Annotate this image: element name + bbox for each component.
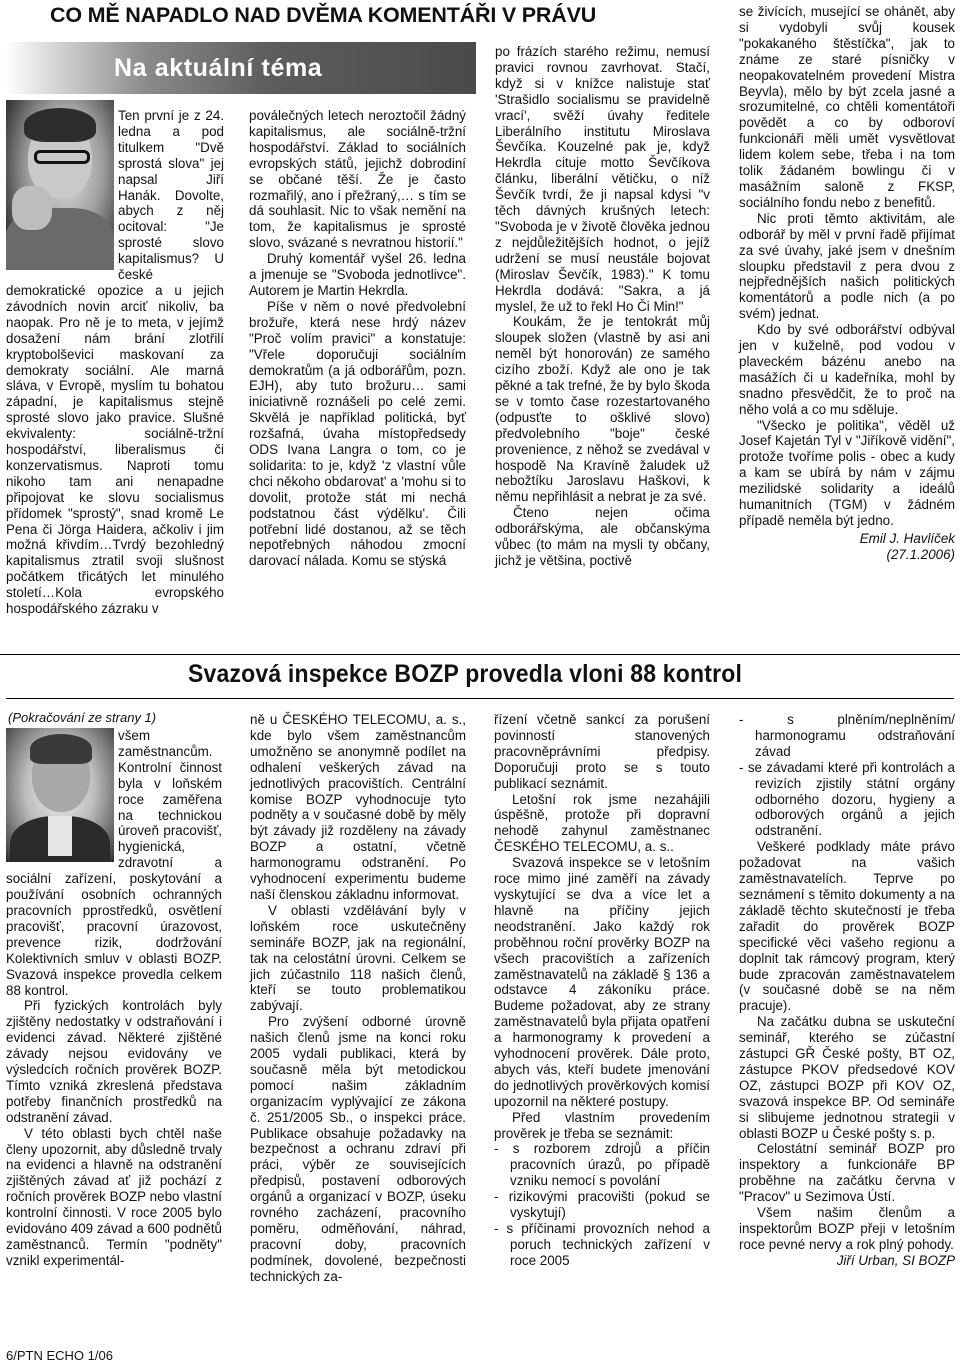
paragraph: Nic proti těmto aktivitám, ale odborář by měl v první řadě přijímat za své úvahy, jaké jsem v dnešním sloupku představil z pera dvou z nejpřednějších našich politických komentátorů a podle nich (a po svém) jednat.: [739, 210, 955, 322]
paragraph: Píše v něm o nové předvolební brožuře, která nese hrdý název "Proč volím pravici" a konstatuje: "Vřele doporučuji sociálním demokratům (a já odborářům, pozn. EJH), aby tuto brožuru… sami iniciativně roznášeli po celé zemi. Skvělá je například politická, byť rozšafná, úvaha místopředsedy ODS Ivana Langra o tom, co je solidarita: to je, když 'z vlastní vůle chci někoho obdarovat' a 'mohu si to dovolit, protože stát mi nechá podstatnou část výdělku'. Čili potřební lidé dostanou, až se těch nepotřebných náhodou zmocní darovací nálada. Komu se stýská: [249, 298, 466, 569]
paragraph: Letošní rok jsme nezahájili úspěšně, protože při dopravní nehodě zahynul zaměstnanec ČESKÉHO TELECOMU, a. s..: [494, 791, 710, 855]
list-item: - rizikovými pracovišti (pokud se vyskytují): [494, 1189, 710, 1221]
section-banner-label: Na aktuální téma: [114, 54, 323, 82]
article2-column-2: [250, 712, 466, 1285]
paragraph: poválečných letech neroztočil žádný kapitalismus, ale sociálně-tržní hospodářství. Základ to sociálních evropských států, jejichž dobrodiní se občané těší. Že je často rozmařilý, ano i přežraný,… s tím se dá souhlasit. Nic to však nemění na tom, že kapitalismus je sprosté slovo, svázané s nevratnou historií.": [249, 108, 466, 251]
paragraph: V oblasti vzdělávání byly v loňském roce uskutečněny semináře BOZP, jak na regionální, tak na celostátní úrovni. Celkem se jich zúčastnilo 118 našich členů, kteří se touto problematikou zabývají.: [250, 902, 466, 1014]
list-item: - s příčinami provozních nehod a poruch technických zařízení v roce 2005: [494, 1221, 710, 1268]
paragraph: Všem našim členům a inspektorům BOZP přeji v letošním roce pevné nervy a rok plný pohody.: [739, 1205, 955, 1252]
paragraph: ně u ČESKÉHO TELECOMU, a. s., kde bylo všem zaměstnancům umožněno se anonymně podílet na odhalení veškerých závad na jednotlivých pracovištích. Centrální komise BOZP vyhodnocuje tyto podněty a v současné době by měly být závady již rozděleny na závady BOZP a ostatní, včetně harmonogramu odstranění. Po vyhodnocení experimentu budeme naší členskou základnu informovat.: [250, 712, 466, 902]
divider: [0, 654, 960, 655]
paragraph: Druhý komentář vyšel 26. ledna a jmenuje se "Svoboda jednotlivce". Autorem je Martin Hekrdla.: [249, 251, 466, 298]
paragraph: Veškeré podklady máte právo požadovat na vašich zaměstnavatelích. Teprve po seznámení s těmito dokumenty a na základě těchto skutečností je třeba zařadit do prověrek BOZP specifické věci vašeho regionu a doplnit tak rámcový program, který bude zpracován zaměstnavatelem (v současné době se na něm pracuje).: [739, 839, 955, 1014]
article2-column-3: [494, 712, 710, 1269]
checklist: [494, 1141, 710, 1268]
paragraph: Čteno nejen očima odborářskýma, ale občanskýma vůbec (to mám na mysli ty občany, jichž je většina, poctivě: [495, 505, 710, 568]
paragraph: Na začátku dubna se uskuteční seminář, kterého se zúčastní zástupci GŘ České pošty, BT OZ, zástupce PKOV předsedové KOV OZ, zástupci BOZP při KOV OZ, svazová inspekce BP. Od semináře si slibujeme jednotnou strategii v oblasti BOZP u České pošty s. p.: [739, 1014, 955, 1141]
article1-column-2: [249, 108, 466, 569]
page-footer: 6/PTN ECHO 1/06: [6, 1348, 113, 1363]
continuation-note: (Pokračování ze strany 1): [8, 710, 157, 725]
author-signature: Jiří Urban, SI BOZP: [836, 1252, 955, 1268]
article1-column-3: [495, 44, 710, 569]
page-title: CO MĚ NAPADLO NAD DVĚMA KOMENTÁŘI V PRÁVU: [50, 3, 597, 27]
paragraph: řízení včetně sankcí za porušení povinností stanovených pracovněprávními předpisy. Doporučuji proto se s touto publikací seznámit.: [494, 712, 710, 791]
paragraph: Ten první je z 24. ledna a pod titulkem "Dvě sprostá slova" jej napsal Jiří Hanák. Dovolte, abych z něj ocitoval: "Je sprosté slovo kapitalismus? U české demokratické opozice a u jejich závodních novin arciť nikoliv, ba naopak. Pro ně je to meta, v jejímž dosažení nám brání zlotřilí kryptobolševici maskovaní za demokraty sociální. Ale marná sláva, v Evropě, myslím tu bohatou západní, je kapitalismus stejně sprosté slovo jako pravice. Slušné ekvivalenty: sociálně-tržní hospodářství, liberalismus či konzervatismus. Naproti tomu nikoho tam ani nenapadne připojovat ke slovu socialismus přídomek "sprostý", snad kromě Le Pena či Jörga Haidera, ačkoliv i jim možná křivdím…Tvrdý bezohledný kapitalismus ztratil svoji slušnost počátkem třicátých let minulého století…Kola evropského hospodářského zázraku v: [6, 108, 224, 617]
paragraph: Koukám, že je tentokrát můj sloupek složen (vlastně by asi ani neměl být honorován) ze samého cizího zboží. Když ale ono je tak pěkné a tak trefné, že by bylo škoda se v tomto čase rozestartovaného (odpusťte to ošklivé slovo) předvolebního "boje" české provenience, z něhož se zvedával v hospodě Na Kravíně žaludek už nebožtíku Jaroslavu Haškovi, k němu nepřihlásit a nebrat je za své.: [495, 314, 710, 505]
list-item: - s rozborem zdrojů a příčin pracovních úrazů, po případě vzniku nemocí s povolání: [494, 1141, 710, 1189]
paragraph: Svazová inspekce se v letošním roce mimo jiné zaměří na závady vyskytující se dva a více let a hlavně na příčiny jejich neodstranění. Jako každý rok proběhnou roční prověrky BOZP na všech pracovištích a zařízeních zaměstnavatelů na základě § 136 a odstavce 4 zákoníku práce. Budeme požadovat, aby ze strany zaměstnavatelů byla přijata opatření a harmonogramy k provedení a vyhodnocení prověrek. Dále proto, abych vás, kteří budete jmenování do jednotlivých prověrkových komisí upozornil na některé postupy.: [494, 855, 710, 1109]
article2-column-1: [6, 728, 222, 1269]
paragraph: Kdo by své odborářství odbýval jen v kuželně, pod vodou v plaveckém bázénu anebo na masážích či u kadeřníka, mohl by snadno přesvědčit, že to proč na něho volá a co mu sděluje.: [739, 322, 955, 417]
paragraph: Pro zvýšení odborné úrovně našich členů jsme na konci roku 2005 vydali publikaci, která by současně měla být metodickou pomocí našim základním organizacím vyplývající ze zákona č. 251/2005 Sb., o inspekci práce. Publikace obsahuje požadavky na bezpečnost a ochranu zdraví při práci, výběr ze souvisejících předpisů, postavení odborových orgánů a organizací v BOZP, úseku rovného zacházení, pracovního poměru, odměňování, náhrad, pracovní doby, pracovních podmínek, dovolené, bezpečnosti technických za-: [250, 1014, 466, 1284]
list-item: - s plněním/neplněním/ harmonogramu odstraňování závad: [739, 712, 955, 759]
article-date: (27.1.2006): [886, 546, 955, 562]
list-item: - se závadami které při kontrolách a revizích zjistily státní orgány odborného dozoru, hygieny a odborových orgánů a jejich odstranění.: [739, 759, 955, 839]
paragraph: všem zaměstnancům. Kontrolní činnost byla v loňském roce zaměřena na technickou úroveň pracovišť, hygienická, zdravotní a sociální zařízení, poskytování a používání osobních ochranných pracovních pprostředků, osvětlení pracovišť, pracovní úrazovost, prevence rizik, dodržování Kolektivních smluv v oblasti BOZP. Svazová inspekce provedla celkem 88 kontrol.: [6, 728, 222, 998]
author-signature: Emil J. Havlíček: [859, 530, 955, 546]
paragraph: Celostátní seminář BOZP pro inspektory a funkcionáře BP proběhne na začátku června v "Pracov" u Sezimova Ústí.: [739, 1141, 955, 1205]
section-banner: [6, 42, 476, 94]
paragraph: "Všecko je politika", věděl už Josef Kajetán Tyl v "Jiříkově vidění", protože tvoříme polis - obec a kudy a kam se ubírá by nám v zájmu mezilidské solidarity a ideálů humanitních (TGM) v žádném případě neměla být jedno.: [739, 417, 955, 528]
checklist: [739, 712, 955, 839]
article-headline: Svazová inspekce BOZP provedla vloni 88 kontrol: [188, 660, 743, 688]
paragraph: se živících, musející se ohánět, aby si vydobyli svůj kousek "pokakaného štěstíčka", jak to známe ze staré písničky v neopakovatelném provedení Mistra Beyvla), mělo by být zcela jasné a srozumitelné, co chtěli komentátoři povědět a co by odboroví funkcionáři měli umět vysvětlovat lidem kolem sebe, třeba i na tom tolik žádaném bowlingu či v masážním saloně z FKSP, sociálního fondu nebo z benefitů.: [739, 4, 955, 210]
article2-column-4: [739, 712, 955, 1269]
article1-column-1: [6, 108, 224, 617]
paragraph: Před vlastním provedením prověrek je třeba se seznámit:: [494, 1109, 710, 1141]
article1-column-4: [739, 4, 955, 563]
paragraph: V této oblasti bych chtěl naše členy upozornit, aby důsledně trvaly na evidenci a hlavně na odstranění zjištěných závad ať již pochází z ročních prověrek BOZP nebo vlastní kontrolní činnosti. V roce 2005 bylo evidováno 409 závad a 600 podnětů zaměstnanců. Termín "podněty" vznikl experimentál-: [6, 1125, 222, 1268]
paragraph: Při fyzických kontrolách byly zjištěny nedostatky v odstraňování i evidenci závad. Některé zjištěné závady nejsou evidovány ve výsledcích ročních prověrek BOZP. Tímto vzniká zkreslená představa potřeby finančních prostředků na odstranění závad.: [6, 998, 222, 1125]
paragraph: po frázích starého režimu, nemusí pravici rovnou zavrhovat. Stačí, když si v knížce nalistuje stať 'Strašidlo socialismu se pravidelně vrací', svěží úvahy ředitele Liberálního institutu Miroslava Ševčíka. Kouzelné pak je, když Hekrdla cituje motto Ševčíkova článku, liberální větičku, o níž Ševčík tvrdí, že ji napsal kdysi "v těch dávných krušných letech: "Svoboda je v životě člověka jednou z nejdůležitějších hodnot, o jejíž udržení se musí neustále bojovat (Miroslav Ševčík, 1983)." K tomu Hekrdla dodává: "Sakra, a já myslel, že už to řekl Ho Či Min!": [495, 44, 710, 314]
